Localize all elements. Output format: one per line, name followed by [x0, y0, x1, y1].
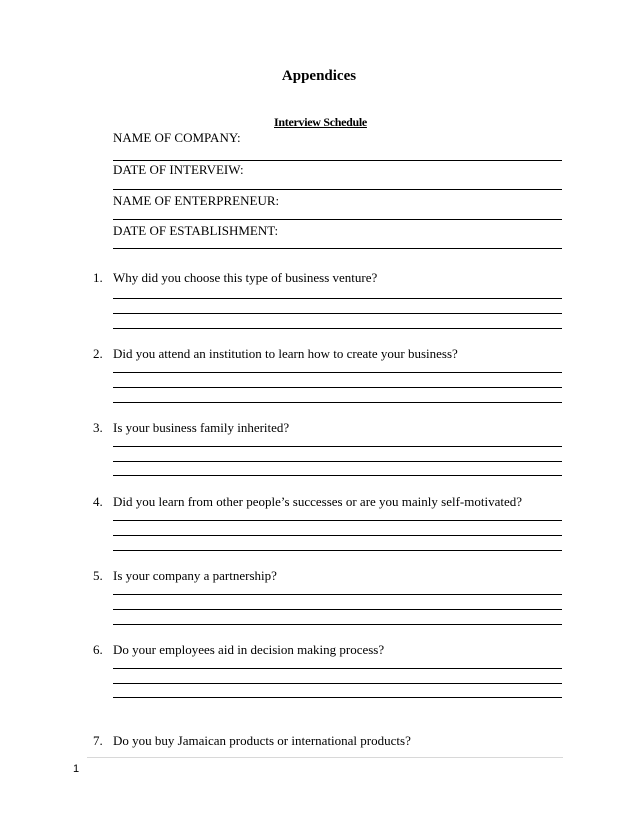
question-text: Do you buy Jamaican products or international products?	[113, 733, 411, 748]
question-text: Is your business family inherited?	[113, 420, 290, 435]
answer-line[interactable]	[113, 668, 562, 669]
answer-line[interactable]	[113, 248, 562, 249]
question-text: Do your employees aid in decision making process?	[113, 642, 385, 657]
answer-line[interactable]	[113, 189, 562, 190]
answer-line[interactable]	[113, 697, 562, 698]
field-label-company: NAME OF COMPANY:	[113, 130, 241, 145]
answer-line[interactable]	[113, 298, 562, 299]
answer-line[interactable]	[113, 550, 562, 551]
answer-line[interactable]	[113, 219, 562, 220]
answer-line[interactable]	[113, 160, 562, 161]
answer-line[interactable]	[113, 328, 562, 329]
answer-line[interactable]	[113, 535, 562, 536]
field-label-establishment-date: DATE OF ESTABLISHMENT:	[113, 223, 279, 238]
footer-divider	[87, 757, 563, 758]
answer-line[interactable]	[113, 446, 562, 447]
page-title: Appendices	[281, 68, 357, 84]
section-title: Interview Schedule	[274, 115, 367, 129]
question-number: 1.	[93, 270, 103, 285]
answer-line[interactable]	[113, 624, 562, 625]
page-number: 1	[73, 763, 80, 775]
question-text: Did you attend an institution to learn how to create your business?	[113, 346, 458, 361]
answer-line[interactable]	[113, 313, 562, 314]
question-number: 3.	[93, 420, 103, 435]
question-text: Did you learn from other people’s successes or are you mainly self-motivated?	[113, 494, 523, 509]
answer-line[interactable]	[113, 475, 562, 476]
question-text: Why did you choose this type of business venture?	[113, 270, 378, 285]
question-number: 5.	[93, 568, 103, 583]
question-number: 4.	[93, 494, 103, 509]
answer-line[interactable]	[113, 461, 562, 462]
answer-line[interactable]	[113, 520, 562, 521]
question-number: 7.	[93, 733, 103, 748]
question-number: 2.	[93, 346, 103, 361]
question-text: Is your company a partnership?	[113, 568, 277, 583]
field-label-entrepreneur: NAME OF ENTERPRENEUR:	[113, 193, 280, 208]
answer-line[interactable]	[113, 402, 562, 403]
answer-line[interactable]	[113, 387, 562, 388]
answer-line[interactable]	[113, 594, 562, 595]
answer-line[interactable]	[113, 609, 562, 610]
answer-line[interactable]	[113, 683, 562, 684]
question-number: 6.	[93, 642, 103, 657]
answer-line[interactable]	[113, 372, 562, 373]
field-label-interview-date: DATE OF INTERVEIW:	[113, 162, 244, 177]
